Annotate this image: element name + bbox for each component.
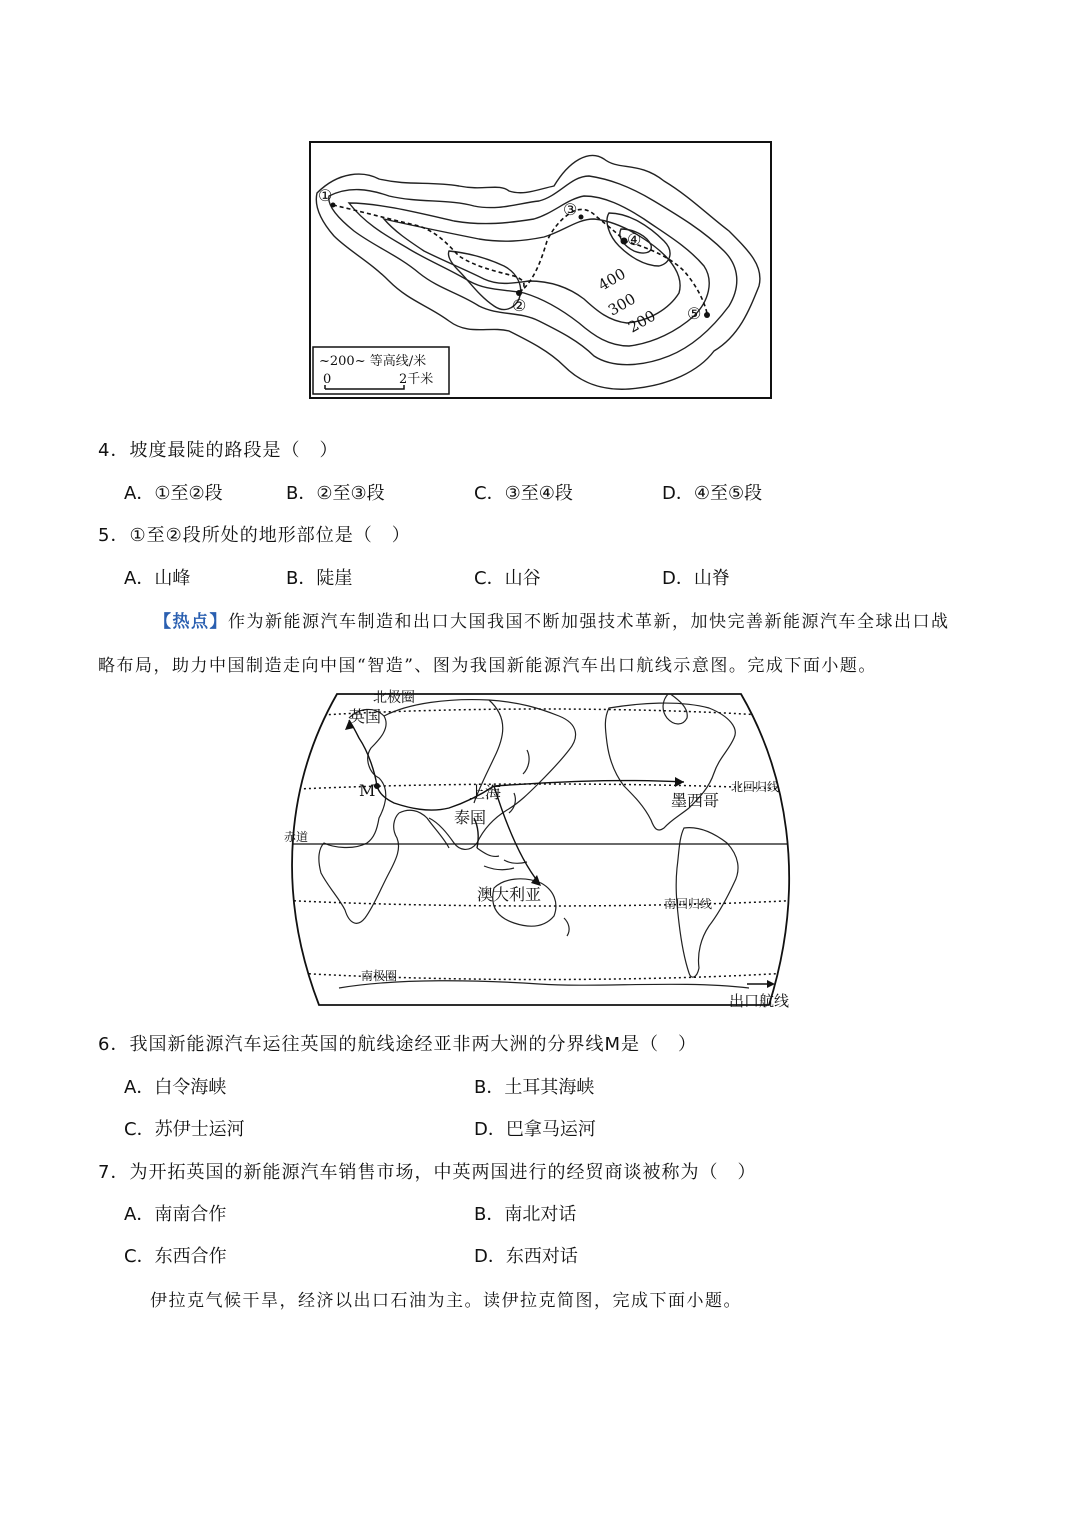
question-7-stem: 为开拓英国的新能源汽车销售市场，中英两国进行的经贸商谈被称为（ ） [129, 1162, 757, 1183]
label-arctic: 北极圈 [373, 690, 415, 706]
option-key: A． [124, 1077, 155, 1098]
contour-label-200: 200 [625, 306, 659, 337]
q7-option-b[interactable] [474, 1200, 576, 1226]
question-7 [98, 1158, 756, 1184]
option-text: 东西对话 [505, 1246, 578, 1267]
scale-end-label: 2千米 [399, 372, 434, 387]
question-7-number: 7． [98, 1162, 130, 1183]
question-4-number: 4． [98, 440, 130, 461]
q6-option-a[interactable] [124, 1073, 226, 1099]
q5-option-d[interactable] [662, 564, 730, 590]
point-3-label: ③ [563, 200, 578, 219]
option-key: A． [124, 1204, 155, 1225]
hot-tag: 【热点】 [154, 612, 228, 632]
option-text: 南南合作 [154, 1204, 227, 1225]
option-text: ④至⑤段 [693, 483, 763, 504]
option-key: D． [662, 568, 694, 589]
option-text: ②至③段 [316, 483, 385, 504]
option-key: C． [124, 1246, 155, 1267]
point-2-label: ② [512, 296, 527, 315]
q4-option-c[interactable] [474, 479, 573, 505]
label-antarctic: 南极圈 [361, 969, 398, 983]
option-text: ①至②段 [154, 483, 223, 504]
option-key: D． [662, 483, 694, 504]
point-4-label: ④ [627, 230, 642, 249]
legend-route-label: 出口航线 [729, 992, 790, 1010]
q7-option-c[interactable] [124, 1242, 227, 1268]
option-text: ③至④段 [504, 483, 573, 504]
q5-option-a[interactable] [124, 564, 190, 590]
option-key: B． [286, 568, 317, 589]
label-thailand: 泰国 [454, 808, 487, 827]
label-m: M [359, 781, 376, 800]
option-key: A． [124, 483, 155, 504]
hot-paragraph-line1 [154, 607, 950, 632]
contour-label-300: 300 [605, 289, 639, 320]
iraq-paragraph: 伊拉克气候干旱，经济以出口石油为主。读伊拉克简图，完成下面小题。 [150, 1291, 742, 1311]
q4-option-a[interactable] [124, 479, 223, 505]
question-6-number: 6． [98, 1034, 130, 1055]
label-mexico: 墨西哥 [671, 791, 720, 810]
point-5-label: ⑤ [687, 304, 702, 323]
q6-option-d[interactable] [474, 1115, 596, 1141]
q6-option-c[interactable] [124, 1115, 245, 1141]
option-text: 山峰 [154, 568, 191, 589]
option-key: D． [474, 1246, 506, 1267]
contour-map-figure [309, 141, 772, 399]
question-5 [98, 521, 411, 547]
contour-label-400: 400 [595, 264, 629, 295]
scale-zero-label: 0 [323, 372, 332, 387]
option-text: 山谷 [504, 568, 541, 589]
question-6-stem: 我国新能源汽车运往英国的航线途经亚非两大洲的分界线M是（ ） [129, 1034, 697, 1055]
label-shanghai: 上海 [469, 783, 502, 802]
option-key: A． [124, 568, 155, 589]
label-australia: 澳大利亚 [477, 885, 542, 904]
q7-option-d[interactable] [474, 1242, 578, 1268]
option-key: B． [474, 1077, 505, 1098]
q6-option-b[interactable] [474, 1073, 594, 1099]
question-4 [98, 436, 338, 462]
option-text: 苏伊士运河 [154, 1119, 245, 1140]
label-tropic-capricorn: 南回归线 [664, 897, 713, 911]
question-5-number: 5． [98, 525, 130, 546]
option-text: 陡崖 [316, 568, 353, 589]
contour-legend-label: ~200~ 等高线/米 [319, 354, 427, 369]
label-tropic-cancer: 北回归线 [731, 780, 780, 794]
world-map-figure [279, 678, 803, 1012]
option-key: B． [474, 1204, 505, 1225]
question-4-stem: 坡度最陡的路段是（ ） [129, 440, 339, 461]
label-uk: 英国 [349, 707, 382, 726]
map-frame [292, 694, 789, 1005]
q7-option-a[interactable] [124, 1200, 226, 1226]
option-key: B． [286, 483, 317, 504]
q5-option-b[interactable] [286, 564, 352, 590]
q5-option-c[interactable] [474, 564, 541, 590]
question-6 [98, 1030, 697, 1056]
option-text: 东西合作 [154, 1246, 227, 1267]
q4-option-d[interactable] [662, 479, 762, 505]
q4-option-b[interactable] [286, 479, 385, 505]
option-text: 白令海峡 [154, 1077, 227, 1098]
point-1-label: ① [318, 186, 333, 205]
option-key: C． [474, 568, 505, 589]
option-key: D． [474, 1119, 506, 1140]
label-equator: 赤道 [284, 830, 309, 844]
question-5-stem: ①至②段所处的地形部位是（ ） [129, 525, 411, 546]
option-text: 巴拿马运河 [505, 1119, 596, 1140]
hot-paragraph-line2: 略布局，助力中国制造走向中国“智造”、图为我国新能源汽车出口航线示意图。完成下面小题。 [98, 656, 877, 676]
option-text: 土耳其海峡 [504, 1077, 595, 1098]
option-text: 南北对话 [504, 1204, 577, 1225]
option-key: C． [124, 1119, 155, 1140]
option-key: C． [474, 483, 505, 504]
option-text: 山脊 [693, 568, 730, 589]
hot-text-1: 作为新能源汽车制造和出口大国我国不断加强技术革新，加快完善新能源汽车全球出口战 [228, 612, 950, 632]
